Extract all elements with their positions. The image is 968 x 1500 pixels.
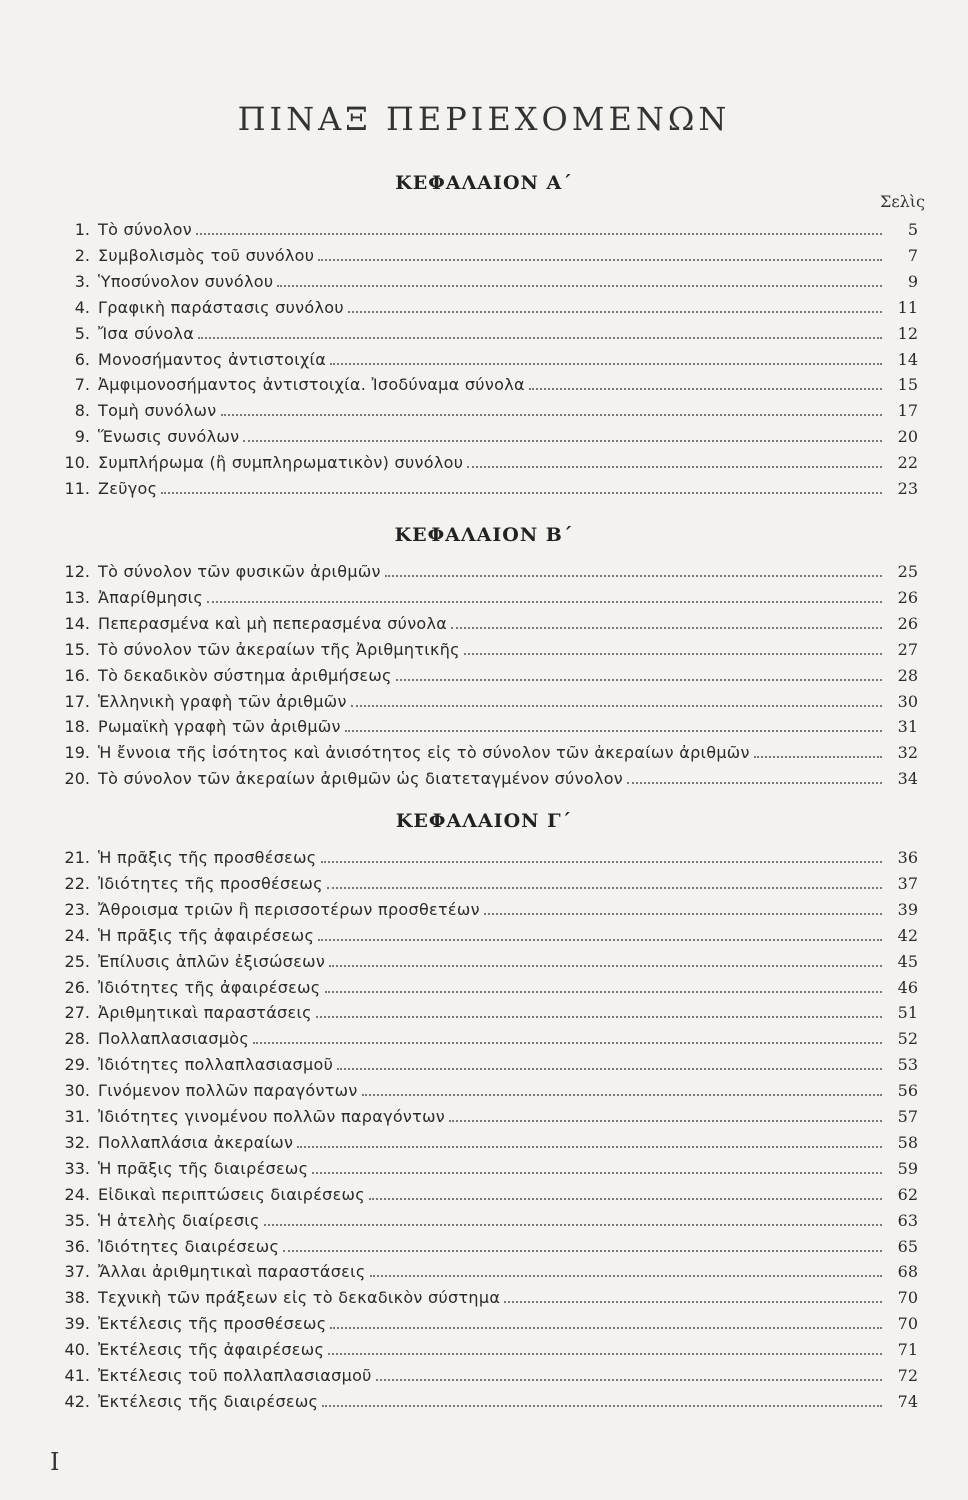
toc-entry-page: 23 (897, 479, 918, 498)
toc-entry-number: 7. (74, 375, 90, 395)
toc-dot-leader (318, 259, 882, 261)
toc-entry-page: 26 (897, 613, 918, 633)
toc-entry-title: Τὸ σύνολον τῶν φυσικῶν ἀριθμῶν (98, 562, 381, 581)
toc-entry-number: 41. (64, 1366, 90, 1385)
toc-entry-page: 32 (897, 743, 918, 763)
toc-entry (52, 660, 918, 686)
toc-dot-leader (484, 913, 882, 915)
toc-entry (52, 1308, 918, 1334)
chapter-heading-a: ΚΕΦΑΛΑΙΟΝ Α΄ (395, 172, 573, 194)
toc-dot-leader (322, 1405, 882, 1407)
toc-entry-number: 11. (64, 479, 90, 498)
toc-dot-leader (362, 1094, 882, 1096)
toc-entry-number: 8. (74, 401, 90, 421)
toc-entry-title: Συμπλήρωμα (ἢ συμπληρωματικὸν) συνόλου (98, 453, 464, 473)
toc-entry-page: 26 (897, 587, 918, 607)
toc-entry (52, 1256, 918, 1282)
toc-entry-number: 12. (64, 562, 90, 581)
toc-entry-title: Ἡ ἀτελὴς διαίρεσις (98, 1210, 260, 1230)
toc-entry-number: 39. (64, 1314, 90, 1334)
toc-entry-title: Πολλαπλασιασμὸς (98, 1029, 250, 1049)
toc-entry-number: 37. (64, 1262, 90, 1282)
toc-entry-title: Εἰδικαὶ περιπτώσεις διαιρέσεως (98, 1184, 365, 1204)
toc-dot-leader (297, 1146, 882, 1148)
toc-entry-number: 14. (64, 613, 90, 633)
toc-entry-number: 19. (64, 743, 90, 763)
toc-entry-page: 53 (897, 1055, 918, 1075)
toc-dot-leader (351, 705, 882, 707)
toc-dot-leader (328, 1353, 882, 1355)
toc-dot-leader (243, 440, 882, 442)
toc-entry (52, 1360, 918, 1386)
toc-entry-page: 17 (897, 401, 918, 421)
toc-entry-number: 29. (64, 1055, 90, 1075)
toc-dot-leader (325, 991, 883, 993)
toc-entry (52, 240, 918, 266)
toc-entry-number: 25. (64, 951, 90, 971)
toc-entry-title: Ἰδιότητες πολλαπλασιασμοῦ (98, 1055, 334, 1075)
toc-entry-page: 70 (897, 1288, 918, 1308)
toc-entry-number: 22. (64, 873, 90, 893)
toc-entry-number: 40. (64, 1340, 90, 1360)
toc-entry (52, 634, 918, 660)
toc-entry-number: 42. (64, 1391, 90, 1411)
toc-entry-number: 38. (64, 1288, 90, 1308)
toc-entry (52, 842, 918, 868)
toc-entry (52, 763, 918, 789)
toc-entry-number: 21. (64, 848, 90, 867)
toc-entry-page: 9 (907, 271, 918, 291)
chapter-heading-b: ΚΕΦΑΛΑΙΟΝ Β΄ (394, 524, 574, 546)
toc-dot-leader (330, 363, 882, 365)
toc-entry-title: Μονοσήμαντος ἀντιστοιχία (98, 349, 327, 369)
toc-entry-page: 56 (897, 1081, 918, 1101)
toc-entry-page: 14 (897, 349, 918, 369)
toc-entry-number: 16. (64, 665, 90, 685)
toc-entry-number: 15. (64, 639, 90, 659)
toc-entry (52, 868, 918, 894)
toc-entry (52, 972, 918, 998)
toc-dot-leader (264, 1224, 882, 1226)
toc-entry (52, 556, 918, 582)
toc-entry-number: 26. (64, 977, 90, 997)
toc-dot-leader (627, 782, 882, 784)
toc-dot-leader (221, 414, 883, 416)
toc-entry (52, 608, 918, 634)
toc-entry-number: 30. (64, 1081, 90, 1101)
toc-dot-leader (330, 1327, 882, 1329)
toc-entry-title: Πολλαπλάσια ἀκεραίων (98, 1132, 294, 1152)
toc-entry-number: 5. (74, 323, 90, 343)
toc-dot-leader (754, 756, 882, 758)
toc-entry-page: 7 (907, 245, 918, 265)
toc-entry (52, 1179, 918, 1205)
toc-entry-page: 45 (897, 951, 918, 971)
chapter-heading-c: ΚΕΦΑΛΑΙΟΝ Γ΄ (395, 810, 573, 832)
toc-entry (52, 395, 918, 421)
toc-entry (52, 473, 918, 499)
toc-entry-page: 51 (897, 1003, 918, 1023)
toc-dot-leader (369, 1198, 882, 1200)
toc-entry (52, 318, 918, 344)
toc-entry-page: 68 (897, 1262, 918, 1282)
toc-entry-title: Ἐκτέλεσις τῆς προσθέσεως (98, 1314, 327, 1334)
toc-entry-title: Πεπερασμένα καὶ μὴ πεπερασμένα σύνολα (98, 613, 448, 633)
toc-entry (52, 582, 918, 608)
toc-entry-title: Ἀπαρίθμησις (98, 587, 204, 607)
toc-entry-page: 11 (897, 297, 918, 317)
toc-entry (52, 920, 918, 946)
toc-entry-title: Γραφικὴ παράστασις συνόλου (98, 297, 344, 317)
toc-entry-title: Ἐκτέλεσις τοῦ πολλαπλασιασμοῦ (98, 1366, 372, 1385)
toc-entry (52, 369, 918, 395)
toc-entry (52, 1153, 918, 1179)
toc-entry-number: 33. (64, 1158, 90, 1178)
page-title: ΠΙΝΑΞ ΠΕΡΙΕΧΟΜΕΝΩΝ (237, 100, 731, 138)
toc-dot-leader (337, 1068, 882, 1070)
toc-entry (52, 1049, 918, 1075)
toc-dot-leader (449, 1120, 882, 1122)
toc-entry-number: 1. (74, 220, 90, 239)
toc-entry (52, 894, 918, 920)
toc-entry-title: Ἄθροισμα τριῶν ἢ περισσοτέρων προσθετέων (98, 899, 480, 919)
toc-entry-page: 57 (897, 1107, 918, 1126)
toc-entry-title: Τομὴ συνόλων (98, 401, 217, 421)
toc-entry-number: 10. (64, 453, 90, 473)
toc-entry-title: Τὸ σύνολον τῶν ἀκεραίων τῆς Ἀριθμητικῆς (98, 639, 460, 659)
toc-entry (52, 1075, 918, 1101)
toc-entry-number: 27. (64, 1003, 90, 1023)
toc-entry (52, 1231, 918, 1257)
toc-dot-leader (329, 965, 882, 967)
toc-dot-leader (312, 1172, 882, 1174)
toc-entry-page: 30 (897, 691, 918, 711)
toc-dot-leader (504, 1301, 882, 1303)
toc-entry-page: 74 (897, 1391, 918, 1411)
toc-entry-title: Ἐκτέλεσις τῆς διαιρέσεως (98, 1391, 319, 1411)
toc-entry-page: 37 (897, 873, 918, 893)
toc-entry (52, 1282, 918, 1308)
toc-entry-title: Ἀμφιμονοσήμαντος ἀντιστοιχία. Ἰσοδύναμα σύνολα (98, 375, 525, 395)
toc-entry-title: Τεχνικὴ τῶν πράξεων εἰς τὸ δεκαδικὸν σύστημα (98, 1288, 501, 1308)
toc-entry-page: 34 (897, 769, 918, 789)
toc-entry-page: 28 (897, 665, 918, 685)
toc-entry (52, 421, 918, 447)
toc-entry-page: 39 (897, 899, 918, 919)
toc-dot-leader (529, 388, 882, 390)
toc-dot-leader (327, 887, 882, 889)
toc-entry-number: 24. (64, 925, 90, 945)
toc-entry-title: Ἄλλαι ἀριθμητικαὶ παραστάσεις (98, 1262, 366, 1282)
toc-entry-title: Ἡ πρᾶξις τῆς διαιρέσεως (98, 1158, 309, 1178)
toc-entry-title: Ἡ ἔννοια τῆς ἰσότητος καὶ ἀνισότητος εἰς τὸ σύνολον τῶν ἀκεραίων ἀριθμῶν (98, 743, 750, 763)
toc-entry (52, 1205, 918, 1231)
toc-entry (52, 292, 918, 318)
toc-entry-number: 17. (64, 691, 90, 711)
toc-entry-title: Ρωμαϊκὴ γραφὴ τῶν ἀριθμῶν (98, 717, 341, 737)
toc-entry-title: Ἴσα σύνολα (98, 323, 195, 343)
toc-entry-number: 4. (74, 297, 90, 317)
toc-entry-page: 42 (897, 925, 918, 945)
toc-dot-leader (467, 466, 882, 468)
toc-entry-title: Ἰδιότητες τῆς ἀφαιρέσεως (98, 977, 321, 997)
toc-entry-page: 5 (907, 220, 918, 239)
toc-dot-leader (253, 1042, 882, 1044)
toc-entry-title: Ἐκτέλεσις τῆς ἀφαιρέσεως (98, 1340, 325, 1360)
toc-entry-number: 3. (74, 271, 90, 291)
toc-entry-title: Συμβολισμὸς τοῦ συνόλου (98, 245, 315, 265)
toc-dot-leader (161, 492, 882, 494)
toc-dot-leader (345, 730, 882, 732)
toc-entry-title: Ἡ πρᾶξις τῆς προσθέσεως (98, 848, 317, 867)
toc-dot-leader (207, 601, 882, 603)
page-column-label: Σελὶς (880, 192, 925, 211)
toc-entry-title: Ἰδιότητες διαιρέσεως (98, 1236, 280, 1256)
toc-entry-page: 59 (897, 1158, 918, 1178)
toc-entry-title: Ἰδιότητες τῆς προσθέσεως (98, 873, 323, 893)
toc-entry-number: 35. (64, 1210, 90, 1230)
toc-entry-page: 70 (897, 1314, 918, 1334)
toc-entry-title: Γινόμενον πολλῶν παραγόντων (98, 1081, 358, 1101)
toc-entry-page: 65 (897, 1236, 918, 1256)
toc-entry (52, 1386, 918, 1412)
toc-entry (52, 946, 918, 972)
toc-entry-page: 25 (897, 562, 918, 581)
toc-entry-title: Ἑλληνικὴ γραφὴ τῶν ἀριθμῶν (98, 691, 347, 711)
toc-entry-page: 12 (897, 323, 918, 343)
toc-entry-page: 63 (897, 1210, 918, 1230)
toc-dot-leader (277, 285, 882, 287)
toc-entry (52, 997, 918, 1023)
toc-entry-page: 72 (897, 1366, 918, 1385)
toc-dot-leader (385, 575, 882, 577)
toc-dot-leader (464, 653, 882, 655)
toc-dot-leader (198, 337, 882, 339)
toc-entry-number: 20. (64, 769, 90, 789)
toc-entry-page: 46 (897, 977, 918, 997)
toc-dot-leader (451, 627, 882, 629)
toc-dot-leader (283, 1250, 882, 1252)
toc-entry (52, 711, 918, 737)
toc-entry (52, 1023, 918, 1049)
toc-entry-number: 13. (64, 587, 90, 607)
toc-entry-page: 15 (897, 375, 918, 395)
toc-entry-page: 52 (897, 1029, 918, 1049)
toc-entry-number: 23. (64, 899, 90, 919)
toc-entry-number: 6. (74, 349, 90, 369)
toc-entry (52, 214, 918, 240)
toc-entry-page: 31 (897, 717, 918, 737)
toc-entry-page: 58 (897, 1132, 918, 1152)
toc-dot-leader (316, 1016, 882, 1018)
toc-entry (52, 344, 918, 370)
toc-entry (52, 1101, 918, 1127)
toc-entry-page: 36 (897, 848, 918, 867)
toc-dot-leader (376, 1379, 882, 1381)
toc-entry-title: Ζεῦγος (98, 479, 158, 498)
toc-entry-number: 28. (64, 1029, 90, 1049)
toc-entry-page: 20 (897, 427, 918, 447)
toc-dot-leader (370, 1275, 882, 1277)
toc-entry (52, 1127, 918, 1153)
toc-dot-leader (318, 939, 882, 941)
toc-entry-title: Ἡ πρᾶξις τῆς ἀφαιρέσεως (98, 925, 315, 945)
toc-entry-number: 31. (64, 1107, 90, 1126)
toc-entry (52, 1334, 918, 1360)
toc-dot-leader (396, 679, 882, 681)
toc-entry-page: 71 (897, 1340, 918, 1360)
toc-entry (52, 686, 918, 712)
toc-entry-page: 22 (897, 453, 918, 473)
toc-entry-number: 36. (64, 1236, 90, 1256)
toc-entry-title: Ἐπίλυσις ἁπλῶν ἐξισώσεων (98, 951, 326, 971)
toc-entry-number: 2. (74, 245, 90, 265)
page-folio: I (50, 1448, 60, 1476)
toc-entry-title: Τὸ σύνολον τῶν ἀκεραίων ἀριθμῶν ὡς διατεταγμένον σύνολον (98, 769, 624, 789)
toc-entry-title: Ἰδιότητες γινομένου πολλῶν παραγόντων (98, 1107, 446, 1126)
toc-entry-title: Ὑποσύνολον συνόλου (98, 271, 274, 291)
toc-entry (52, 737, 918, 763)
toc-entry-number: 32. (64, 1132, 90, 1152)
toc-dot-leader (321, 861, 883, 863)
toc-entry-title: Τὸ δεκαδικὸν σύστημα ἀριθμήσεως (98, 665, 392, 685)
toc-entry-number: 18. (64, 717, 90, 737)
toc-entry-page: 27 (897, 639, 918, 659)
toc-entry-title: Τὸ σύνολον (98, 220, 192, 239)
toc-entry-title: Ἀριθμητικαὶ παραστάσεις (98, 1003, 312, 1023)
toc-entry (52, 266, 918, 292)
toc-entry-number: 9. (74, 427, 90, 447)
toc-dot-leader (196, 233, 882, 235)
toc-entry-page: 62 (897, 1184, 918, 1204)
toc-dot-leader (348, 311, 882, 313)
toc-entry-title: Ἕνωσις συνόλων (98, 427, 240, 447)
toc-entry-number: 24. (64, 1184, 90, 1204)
toc-entry (52, 447, 918, 473)
